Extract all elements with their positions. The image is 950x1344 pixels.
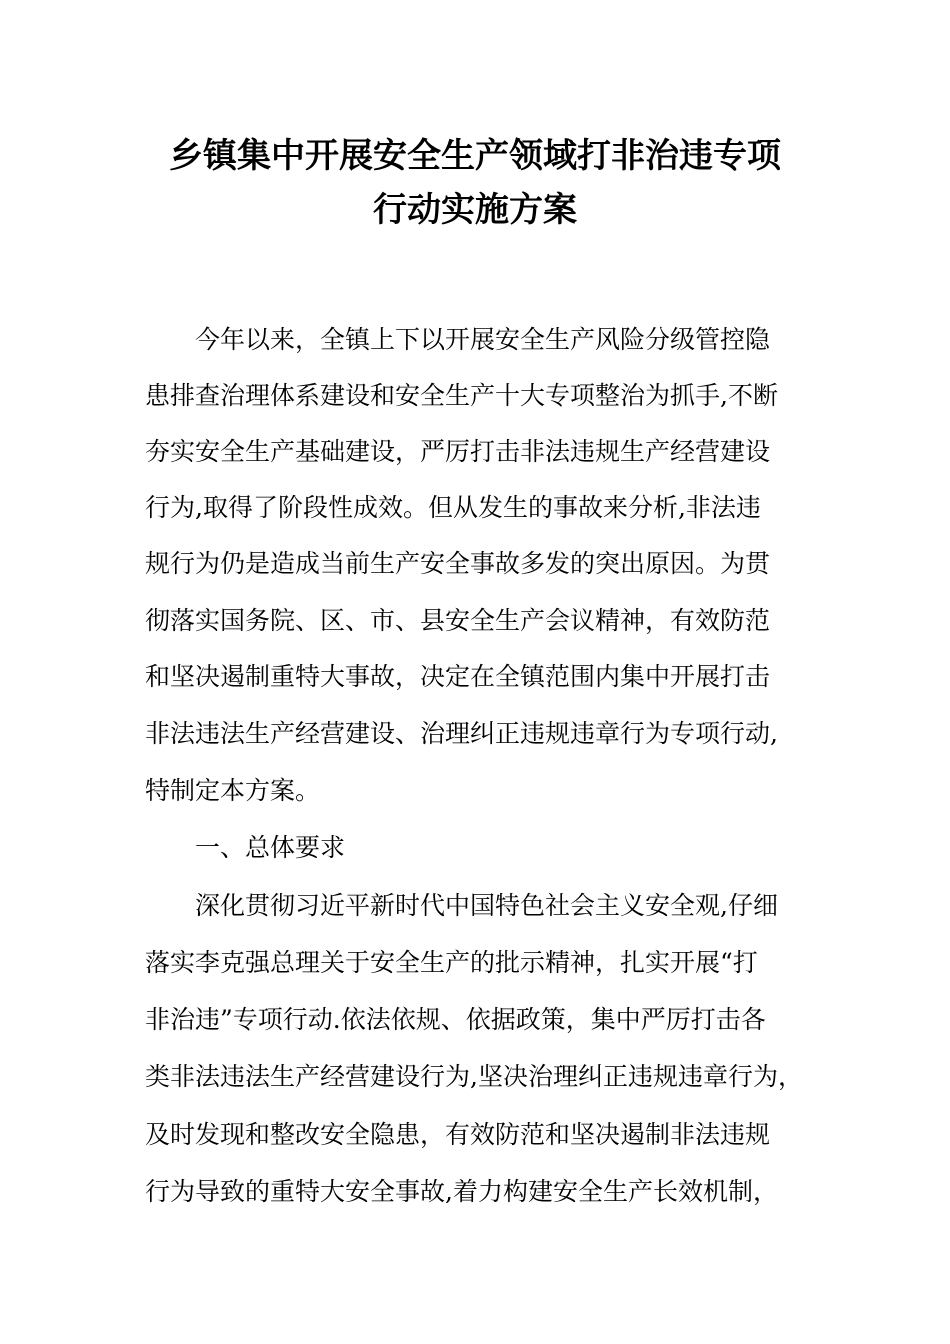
body-text-line: 和坚决遏制重特大事故，决定在全镇范围内集中开展打击 — [145, 662, 771, 691]
body-text-line: 夯实安全生产基础建设，严厉打击非法违规生产经营建设 — [145, 437, 771, 466]
body-text-line: 非法违法生产经营建设、治理纠正违规违章行为专项行动, — [145, 719, 778, 748]
body-text-line: 彻落实国务院、区、市、县安全生产会议精神，有效防范 — [145, 606, 771, 635]
body-text-line: 非治违”专项行动.依法依规、依据政策，集中严厉打击各 — [145, 1005, 766, 1034]
body-text-line: 规行为仍是造成当前生产安全事故多发的突出原因。为贯 — [145, 549, 771, 578]
body-text-line: 行为,取得了阶段性成效。但从发生的事故来分析,非法违 — [145, 493, 761, 522]
body-text-line: 行为导致的重特大安全事故,着力构建安全生产长效机制， — [145, 1177, 778, 1206]
body-text-line: 落实李克强总理关于安全生产的批示精神，扎实开展“打 — [145, 948, 758, 977]
section-heading: 一、总体要求 — [195, 833, 346, 862]
body-text-line: 类非法违法生产经营建设行为,坚决治理纠正违规违章行为， — [145, 1062, 803, 1091]
body-text-line: 特制定本方案。 — [145, 776, 321, 805]
body-text-line: 今年以来，全镇上下以开展安全生产风险分级管控隐 — [195, 325, 771, 354]
document-title-line-1: 乡镇集中开展安全生产领域打非治违专项 — [169, 136, 781, 176]
body-text-line: 患排查治理体系建设和安全生产十大专项整治为抓手,不断 — [145, 381, 778, 410]
body-text-line: 及时发现和整改安全隐患，有效防范和坚决遏制非法违规 — [145, 1120, 771, 1149]
body-text-line: 深化贯彻习近平新时代中国特色社会主义安全观,仔细 — [195, 891, 778, 920]
document-title-line-2: 行动实施方案 — [373, 190, 577, 230]
